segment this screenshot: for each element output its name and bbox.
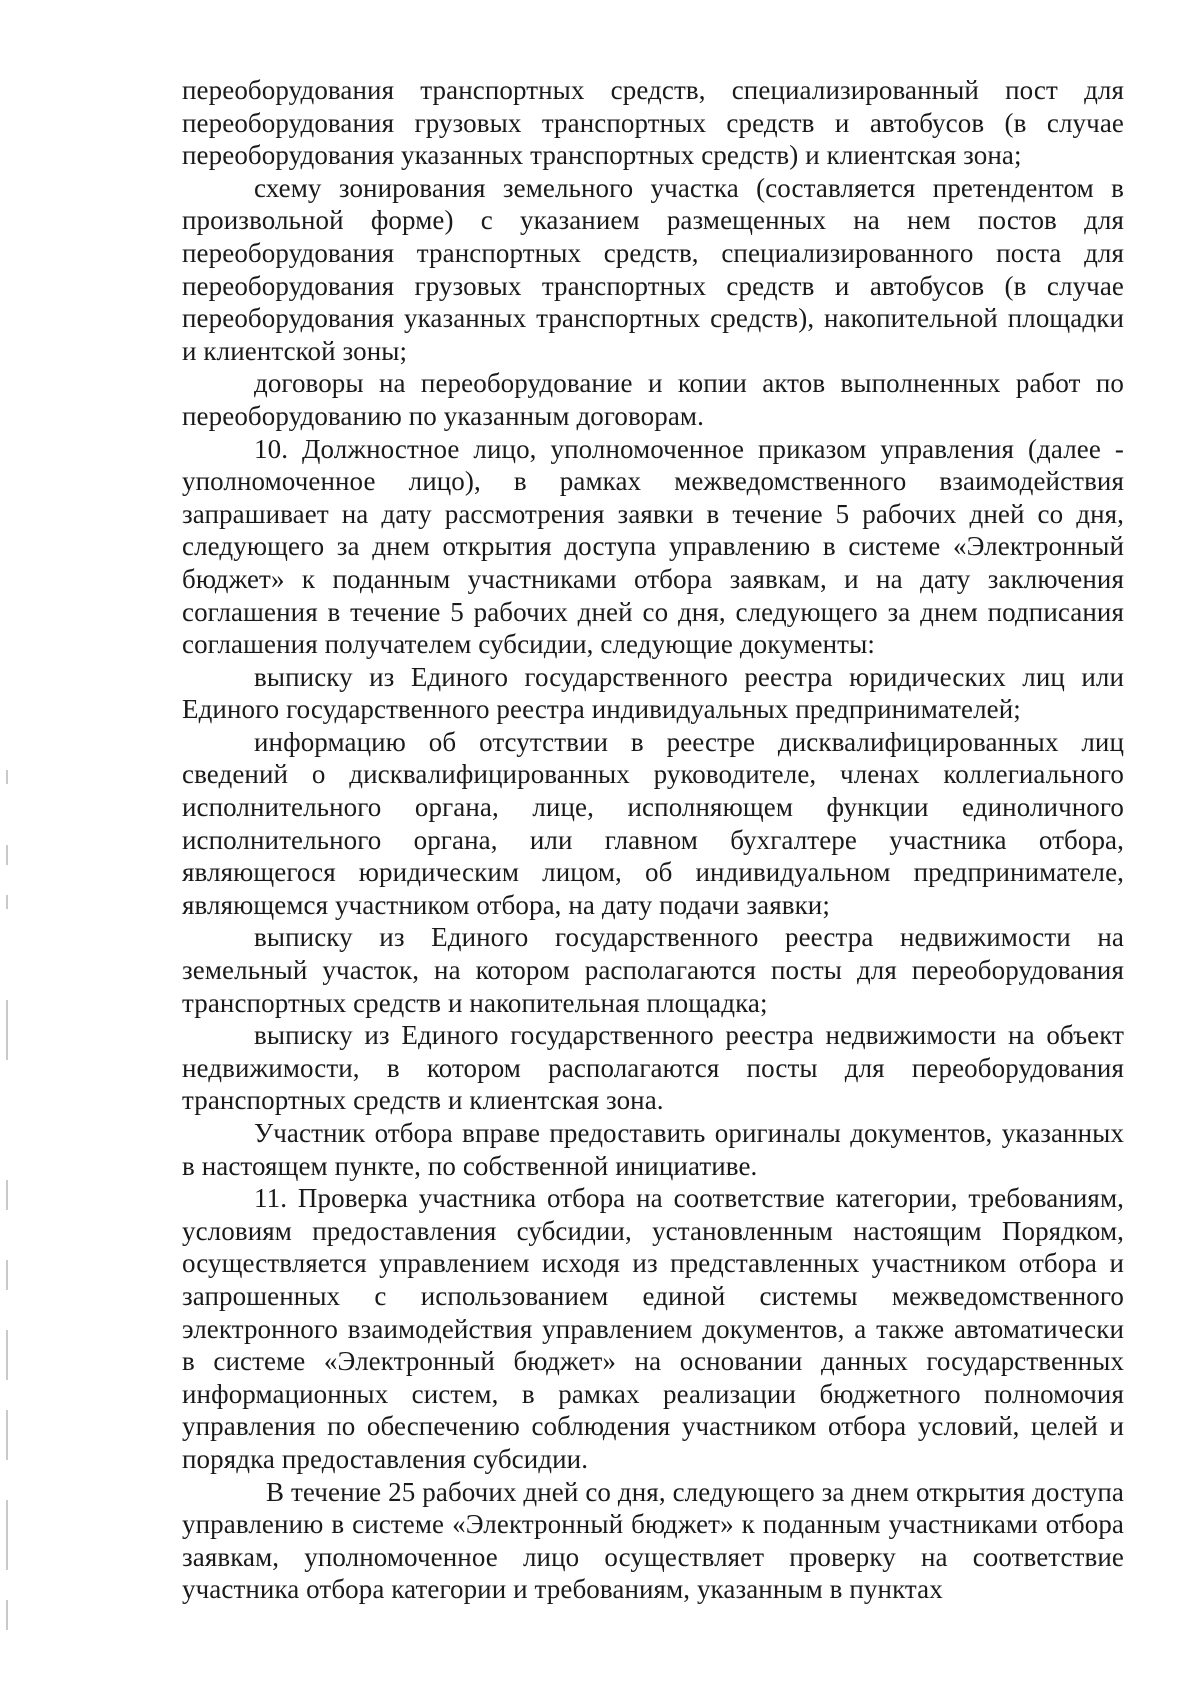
scan-artifact [6,1000,8,1060]
paragraph: информацию об отсутствии в реестре дисквалифицированных лиц сведений о дисквалифицированных руководителе, членах коллегиального исполнительного органа, лице, исполняющем функции единоличного исполнительного органа, или главном бухгалтере участника отбора, являющегося юридическим лицом, об индивидуальном предпринимателе, являющемся участником отбора, на дату подачи заявки; [182,726,1124,920]
scan-artifact [6,1260,8,1290]
paragraph: В течение 25 рабочих дней со дня, следующего за днем открытия доступа управлению в системе «Электронный бюджет» к поданным участниками отбора заявкам, уполномоченное лицо осуществляет проверку на соответствие участника отбора категории и требованиям, указанным в пунктах [182,1476,1124,1605]
scan-artifact [6,1500,8,1570]
scan-artifact [6,1180,8,1210]
scan-artifact [6,845,8,865]
document-body [182,74,1124,1606]
paragraph: договоры на переоборудование и копии актов выполненных работ по переоборудованию по указанным договорам. [182,368,1124,431]
paragraph: выписку из Единого государственного реестра недвижимости на земельный участок, на котором располагаются посты для переоборудования транспортных средств и накопительная площадка; [182,922,1124,1018]
scan-artifact [6,1410,8,1460]
scan-artifact [6,1330,8,1380]
paragraph: выписку из Единого государственного реестра юридических лиц или Единого государственного реестра индивидуальных предпринимателей; [182,661,1124,725]
paragraph: переоборудования транспортных средств, специализированный пост для переоборудования грузовых транспортных средств и автобусов (в случае переоборудования указанных транспортных средств) и клиентская зона; [182,75,1124,171]
scan-artifact [6,895,8,909]
scan-artifact [6,1600,8,1630]
paragraph: Участник отбора вправе предоставить оригиналы документов, указанных в настоящем пункте, по собственной инициативе. [182,1118,1124,1181]
paragraph: выписку из Единого государственного реестра недвижимости на объект недвижимости, в котором располагаются посты для переоборудования транспортных средств и клиентская зона. [182,1020,1124,1116]
scan-artifact [6,770,8,784]
paragraph: схему зонирования земельного участка (составляется претендентом в произвольной форме) с указанием размещенных на нем постов для переоборудования транспортных средств, специализированного поста для переоборудования грузовых транспортных средств и автобусов (в случае переоборудования указанных транспортных средств), накопительной площадки и клиентской зоны; [182,172,1124,366]
paragraph: 11. Проверка участника отбора на соответствие категории, требованиям, условиям предоставления субсидии, установленным настоящим Порядком, осуществляется управлением исходя из представленных участником отбора и запрошенных с использованием единой системы межведомственного электронного взаимодействия управлением документов, а также автоматически в системе «Электронный бюджет» на основании данных государственных информационных систем, в рамках реализации бюджетного полномочия управления по обеспечению соблюдения участником отбора условий, целей и порядка предоставления субсидии. [182,1183,1124,1474]
paragraph: 10. Должностное лицо, уполномоченное приказом управления (далее - уполномоченное лицо), в рамках межведомственного взаимодействия запрашивает на дату рассмотрения заявки в течение 5 рабочих дней со дня, следующего за днем открытия доступа управлению в системе «Электронный бюджет» к поданным участниками отбора заявкам, и на дату заключения соглашения в течение 5 рабочих дней со дня, следующего за днем подписания соглашения получателем субсидии, следующие документы: [182,433,1124,660]
